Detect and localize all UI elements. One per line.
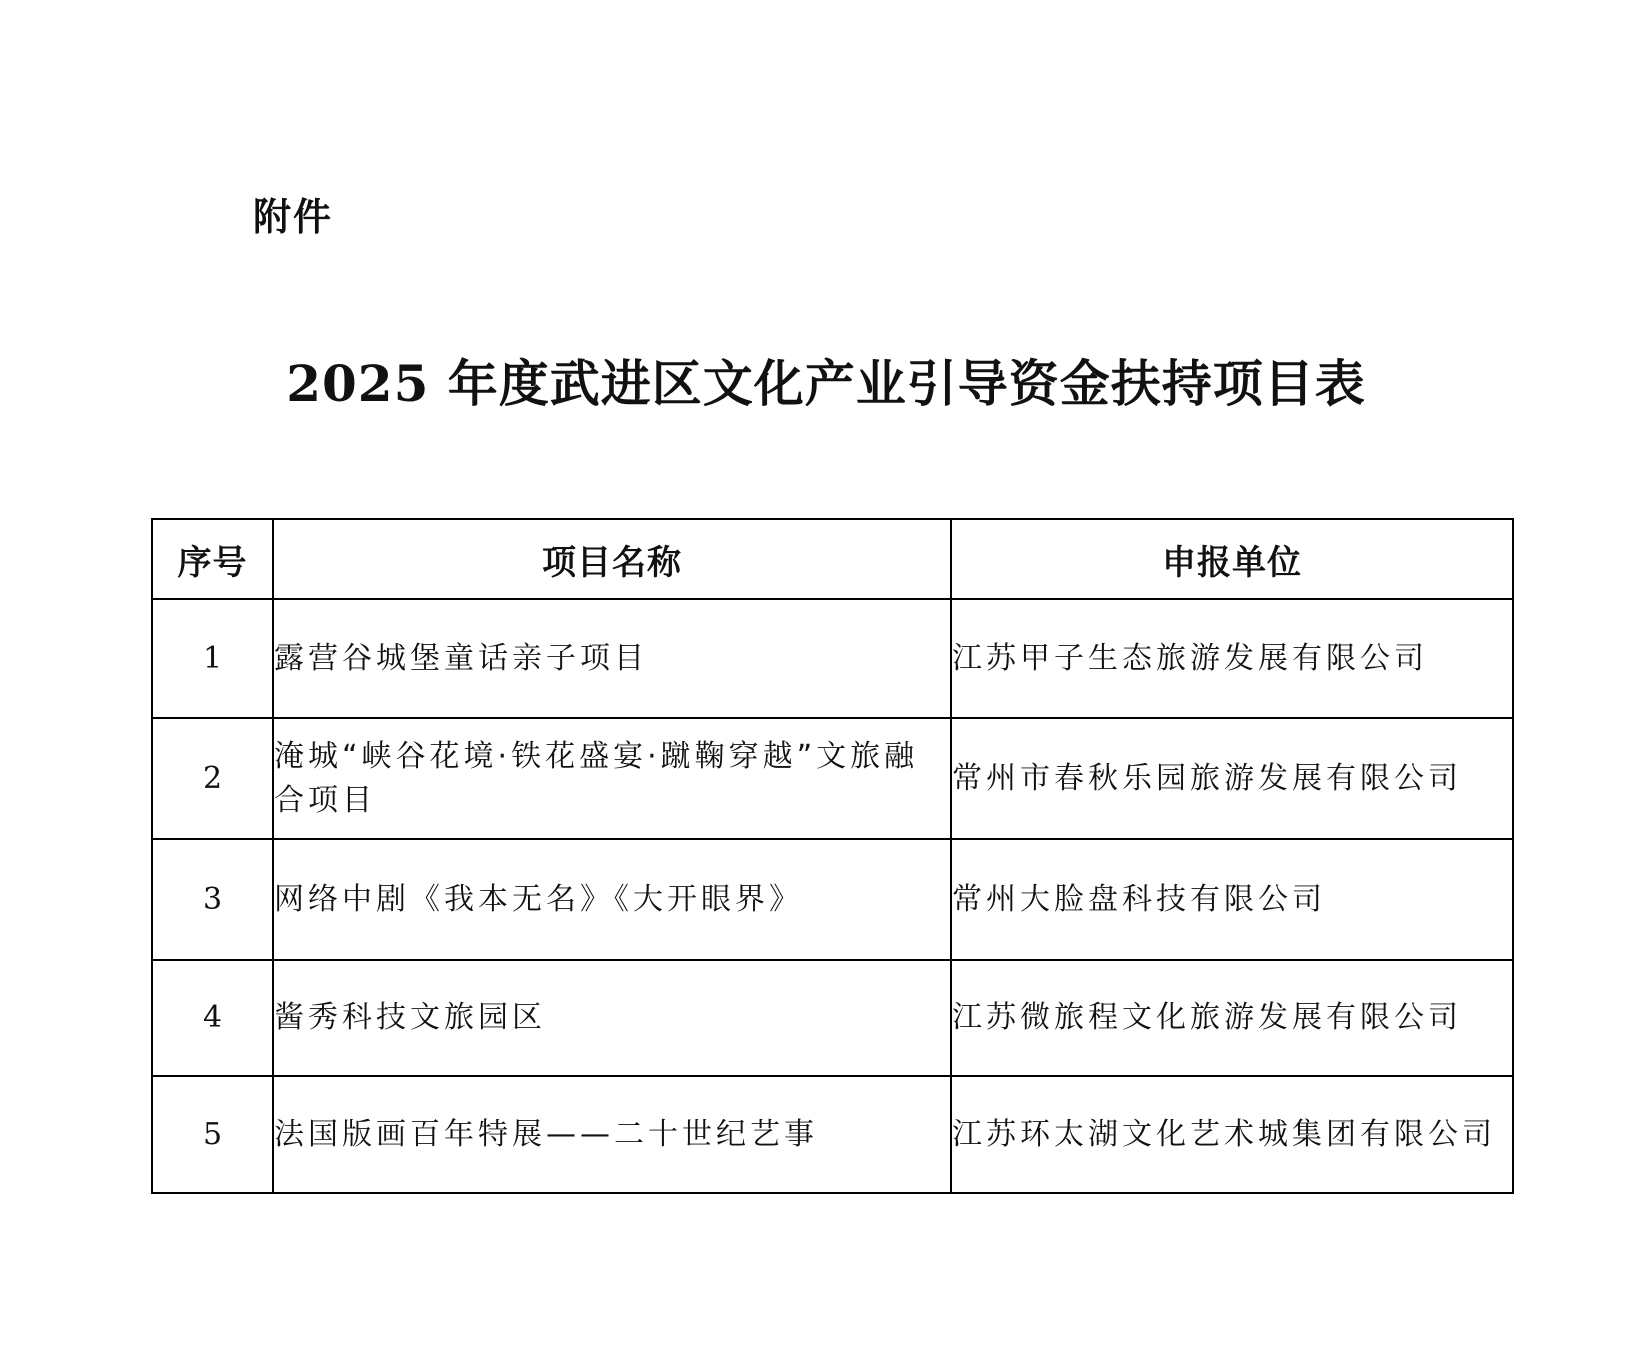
header-project-name: 项目名称	[273, 519, 951, 599]
row-seq: 4	[152, 960, 273, 1076]
header-seq: 序号	[152, 519, 273, 599]
row-project-name: 网络中剧《我本无名》《大开眼界》	[273, 839, 951, 960]
row-seq: 2	[152, 718, 273, 839]
header-applicant-unit: 申报单位	[951, 519, 1513, 599]
row-project-name: 淹城“峡谷花境·铁花盛宴·蹴鞠穿越”文旅融合项目	[273, 718, 951, 839]
project-table	[151, 518, 1514, 1194]
row-seq: 1	[152, 599, 273, 718]
row-project-name: 法国版画百年特展——二十世纪艺事	[273, 1076, 951, 1193]
row-applicant-unit: 常州大脸盘科技有限公司	[951, 839, 1513, 960]
table-row	[152, 839, 1513, 960]
row-applicant-unit: 江苏微旅程文化旅游发展有限公司	[951, 960, 1513, 1076]
table-header-row	[152, 519, 1513, 599]
table-row	[152, 1076, 1513, 1193]
row-seq: 3	[152, 839, 273, 960]
attachment-label: 附件	[253, 195, 334, 239]
row-seq: 5	[152, 1076, 273, 1193]
row-applicant-unit: 常州市春秋乐园旅游发展有限公司	[951, 718, 1513, 839]
row-project-name: 露营谷城堡童话亲子项目	[273, 599, 951, 718]
table-row	[152, 599, 1513, 718]
table-row	[152, 718, 1513, 839]
row-applicant-unit: 江苏甲子生态旅游发展有限公司	[951, 599, 1513, 718]
document-title: 2025 年度武进区文化产业引导资金扶持项目表	[286, 354, 1366, 413]
row-applicant-unit: 江苏环太湖文化艺术城集团有限公司	[951, 1076, 1513, 1193]
table-row	[152, 960, 1513, 1076]
row-project-name: 酱秀科技文旅园区	[273, 960, 951, 1076]
